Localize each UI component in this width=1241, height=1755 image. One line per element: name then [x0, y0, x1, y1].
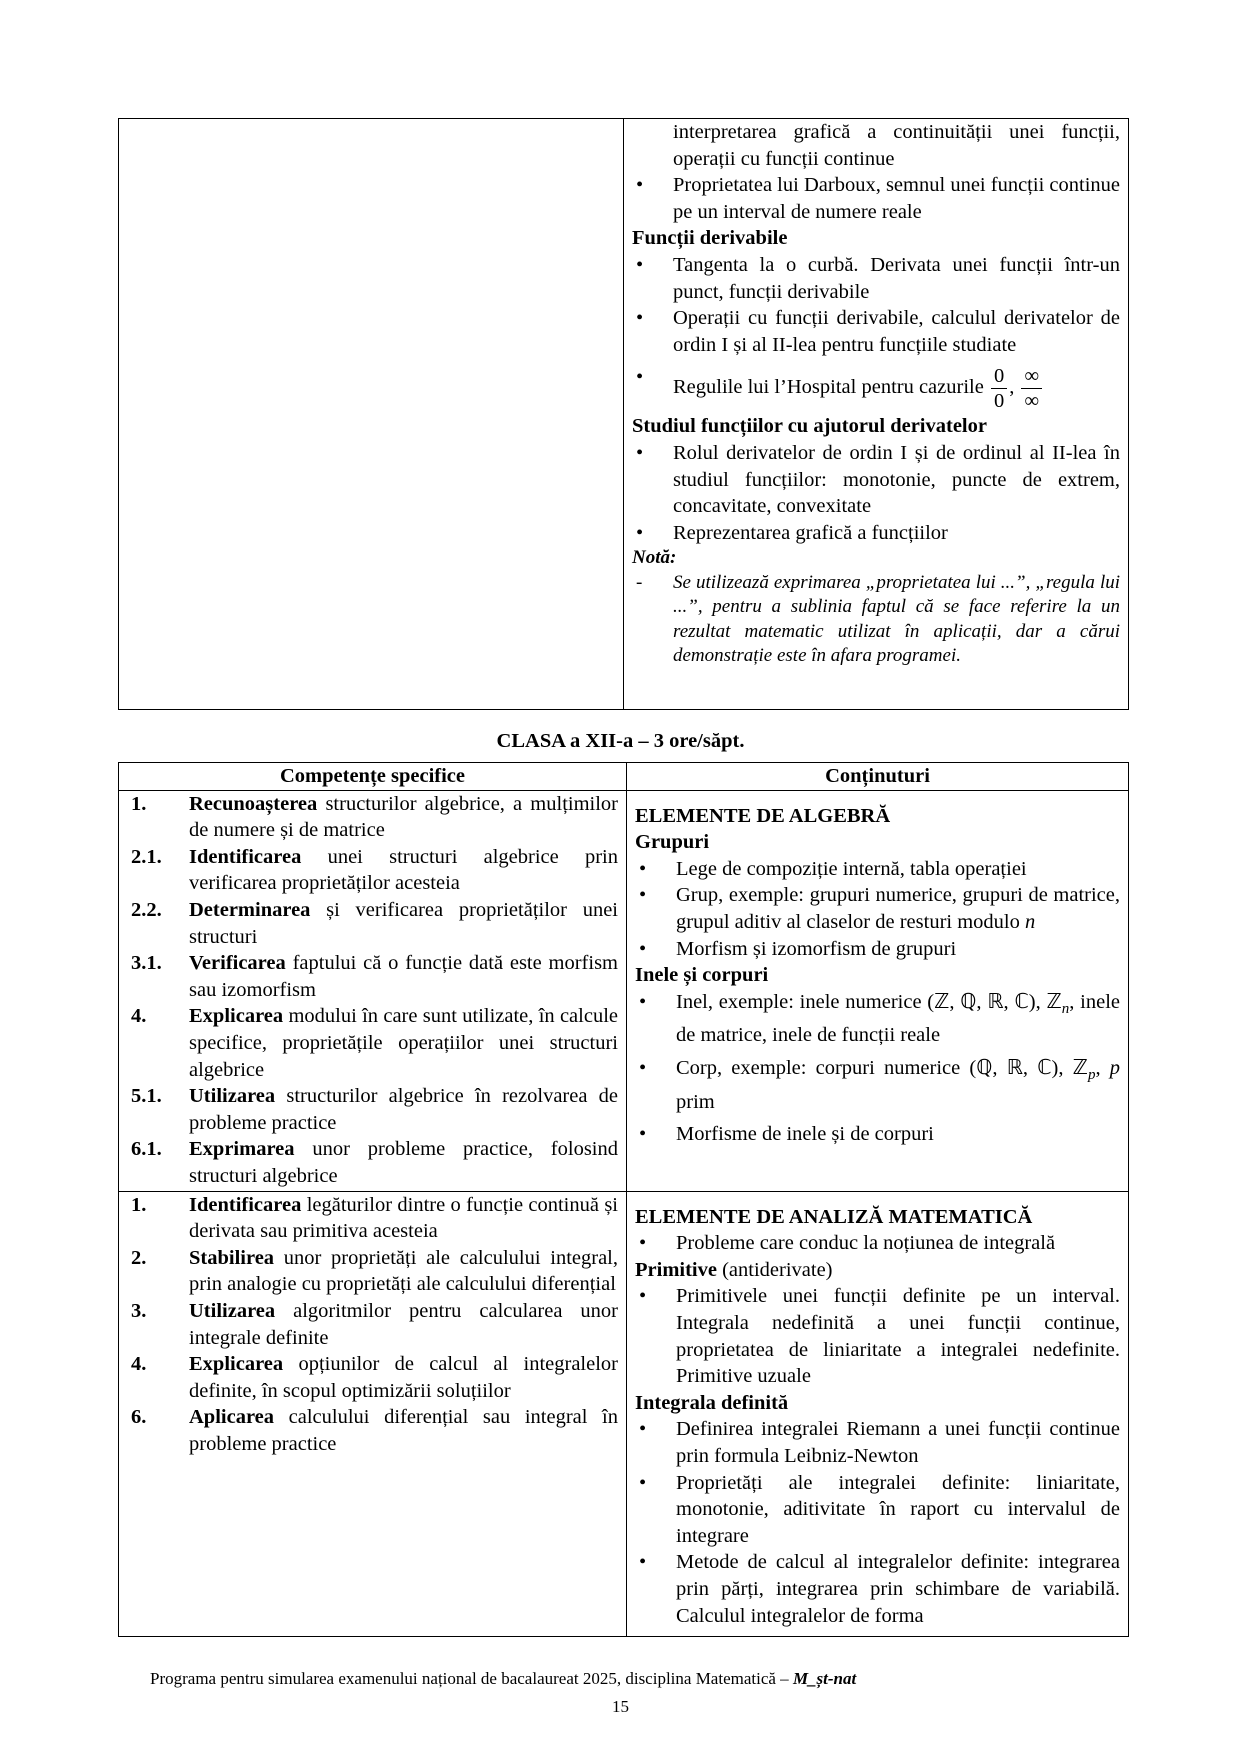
item-text [676, 1470, 1120, 1550]
competence-verb: Utilizarea [189, 1299, 276, 1322]
competences-cell [119, 1191, 627, 1636]
competence-item [131, 844, 618, 897]
competence-number: 3.1. [131, 952, 162, 975]
text-run: ELEMENTE DE ANALIZĂ MATEMATICĂ [635, 1205, 1033, 1228]
denominator: ∞ [1024, 390, 1040, 413]
text-run: Integrala definită [635, 1391, 789, 1414]
bullet-icon: • [639, 1123, 647, 1146]
competence-rest: legăturilor dintre o funcție continuă și derivata sau primitiva acesteia [189, 1193, 618, 1243]
item-text [676, 936, 1120, 963]
bullet-icon: • [639, 1285, 647, 1308]
section-title: CLASA a XII-a – 3 ore/săpt. [496, 730, 745, 752]
text-run: Grup, exemple: grupuri numerice, grupuri de matrice, grupul aditiv al claselor de resturi modulo [676, 884, 1120, 933]
curriculum-table-grade-12 [118, 762, 1129, 1637]
competence-text [189, 791, 618, 844]
text-run: , [1095, 1057, 1110, 1080]
competence-number: 6.1. [131, 1138, 162, 1161]
list-item [635, 1416, 1120, 1469]
competence-text [189, 1351, 618, 1404]
text-run: Primitive [635, 1258, 717, 1281]
bullet-icon: • [639, 884, 647, 907]
list-item [632, 252, 1120, 305]
contents-cell [627, 790, 1129, 1191]
list-item [632, 440, 1120, 520]
item-text [676, 856, 1120, 883]
page-footer [150, 1666, 856, 1693]
competence-rest: structurilor algebrice, a mulțimilor de numere și de matrice [189, 792, 618, 842]
bullet-icon: • [639, 1418, 647, 1441]
competence-number: 4. [131, 1005, 147, 1028]
text-run: prim [676, 1090, 715, 1113]
section-heading [632, 546, 1120, 571]
text-run: interpretarea grafică a continuității unei funcții, operații cu funcții continue [673, 121, 1120, 170]
item-text [676, 1283, 1120, 1389]
contents-cell [627, 1191, 1129, 1636]
text-run: Morfism și izomorfism de grupuri [676, 937, 957, 960]
bullet-icon: • [636, 253, 644, 276]
bullet-icon: • [639, 937, 647, 960]
list-item [632, 305, 1120, 358]
bullet-icon: • [636, 307, 644, 330]
competence-rest: unei structuri algebrice prin verificarea proprietăților acesteia [189, 845, 618, 895]
competence-verb: Stabilirea [189, 1246, 275, 1269]
list-item [632, 364, 1120, 413]
bullet-icon: • [636, 441, 644, 464]
numerator: 0 [991, 364, 1007, 389]
competence-item [131, 950, 618, 1003]
list-item [632, 119, 1120, 172]
bullet-icon: • [639, 1471, 647, 1494]
item-text [673, 252, 1120, 305]
text-run: p [1087, 1067, 1096, 1084]
competence-verb: Utilizarea [189, 1085, 276, 1108]
list-item [635, 936, 1120, 963]
competence-rest: calculului diferențial sau integral în probleme practice [189, 1406, 618, 1455]
competence-verb: Identificarea [189, 1193, 302, 1216]
list-item [635, 856, 1120, 883]
list-item [635, 882, 1120, 935]
text-run: Rolul derivatelor de ordin I și de ordinul al II-lea în studiul funcțiilor: monotonie, puncte de extrem, concavitate, convexitate [673, 441, 1120, 518]
item-text [673, 172, 1120, 225]
competence-verb: Identificarea [189, 845, 302, 868]
column-header-competences: Competențe specifice [119, 763, 627, 791]
competence-verb: Recunoașterea [189, 792, 318, 815]
competence-verb: Explicarea [189, 1353, 284, 1376]
competence-rest: opțiunilor de calcul al integralelor definite, în scopul optimizării soluțiilor [189, 1353, 618, 1402]
list-item [635, 1470, 1120, 1550]
competence-text [189, 1003, 618, 1083]
text-run: Lege de compoziție internă, tabla operației [676, 857, 1027, 880]
bullet-icon: • [636, 366, 644, 389]
competence-text [189, 1245, 618, 1298]
text-run: ELEMENTE DE ALGEBRĂ [635, 804, 891, 827]
competence-number: 3. [131, 1299, 147, 1322]
text-run: n [1024, 910, 1036, 933]
paragraph [635, 1257, 1120, 1284]
text-run: Primitivele unei funcții definite pe un interval. Integrala nedefinită a unei funcții continue, proprietatea de liniaritate a integralei nedefinite. Primitive uzuale [676, 1285, 1120, 1388]
text-run: , inele de matrice, inele de funcții reale [676, 990, 1120, 1047]
competence-text [189, 1298, 618, 1351]
competence-item [131, 1298, 618, 1351]
competence-rest: structurilor algebrice în rezolvarea de probleme practice [189, 1085, 618, 1134]
competence-number: 1. [131, 792, 147, 815]
text-run: Funcții derivabile [632, 227, 788, 250]
text-run: Reprezentarea grafică a funcțiilor [673, 521, 948, 544]
fraction [991, 364, 1007, 413]
bullet-icon: • [639, 990, 647, 1013]
list-item [635, 1055, 1120, 1115]
item-text [673, 305, 1120, 358]
item-text [676, 1121, 1120, 1148]
list-item [635, 1230, 1120, 1257]
competence-item [131, 1404, 618, 1457]
competence-number: 2.2. [131, 898, 162, 921]
item-text [676, 1055, 1120, 1115]
bullet-icon: • [639, 1057, 647, 1080]
text-run: Studiul funcțiilor cu ajutorul derivatelor [632, 415, 987, 438]
competences-cell [119, 790, 627, 1191]
competence-number: 2.1. [131, 845, 162, 868]
section-heading [632, 413, 1120, 440]
text-run: Tangenta la o curbă. Derivata unei funcții într-un punct, funcții derivabile [673, 253, 1120, 303]
list-item [635, 989, 1120, 1049]
item-text [673, 119, 1120, 172]
bullet-icon: • [639, 1551, 647, 1574]
text-run: Grupuri [635, 831, 710, 854]
list-item [635, 1283, 1120, 1389]
list-item [632, 520, 1120, 547]
competence-item [131, 1136, 618, 1189]
table-row-algebra [119, 790, 1129, 1191]
text-run: Inel, exemple: inele numerice (ℤ, ℚ, ℝ, ℂ), ℤ [676, 990, 1062, 1013]
numerator: ∞ [1021, 364, 1042, 389]
text-run: (antiderivate) [716, 1258, 833, 1281]
competence-verb: Aplicarea [189, 1406, 275, 1429]
competence-number: 2. [131, 1246, 147, 1269]
text-run: Regulile lui l’Hospital pentru cazurile [673, 376, 989, 399]
competence-rest: unor probleme practice, folosind structuri algebrice [189, 1138, 618, 1187]
dash-marker: - [636, 571, 643, 593]
competence-item [131, 1192, 618, 1245]
item-text [676, 1549, 1120, 1629]
text-run: n [1061, 1000, 1070, 1017]
item-text [673, 520, 1120, 547]
competence-number: 1. [131, 1193, 147, 1216]
note-item [632, 571, 1120, 669]
competence-verb: Explicarea [189, 1005, 284, 1028]
competence-item [131, 1351, 618, 1404]
competence-text [189, 897, 618, 950]
competence-item [131, 1003, 618, 1083]
text-run: Proprietăți ale integralei definite: liniaritate, monotonie, aditivitate în raport cu intervalul de integrare [676, 1471, 1120, 1547]
section-heading [632, 225, 1120, 252]
section-heading [635, 829, 1120, 856]
competence-number: 4. [131, 1353, 147, 1376]
competence-rest: faptului că o funcție dată este morfism sau izomorfism [189, 952, 618, 1001]
bullet-icon: • [636, 174, 644, 197]
section-heading [635, 1390, 1120, 1417]
competence-rest: și verificarea proprietăților unei structuri [189, 898, 618, 948]
denominator: 0 [993, 390, 1005, 413]
item-text [673, 364, 1120, 413]
competence-verb: Determinarea [189, 898, 311, 921]
table-row-analysis [119, 1191, 1129, 1636]
competence-verb: Verificarea [189, 952, 286, 975]
bullet-icon: • [639, 1232, 647, 1255]
item-text [673, 571, 1120, 669]
bullet-icon: • [636, 521, 644, 544]
text-run: Se utilizează exprimarea „proprietatea lui ...”, „regula lui ...”, pentru a sublinia faptul că se face referire la un rezultat matematic utilizat în aplicații, dar a cărui demonstrație este în afara programei. [673, 571, 1120, 667]
contents-cell [624, 119, 1129, 710]
text-run: Metode de calcul al integralelor definite: integrarea prin părți, integrarea prin schimbare de variabilă. Calculul integralelor de forma [676, 1551, 1120, 1627]
item-text [676, 1416, 1120, 1469]
competence-text [189, 1404, 618, 1457]
curriculum-table-continued [118, 118, 1129, 710]
text-run: Morfisme de inele și de corpuri [676, 1123, 934, 1146]
list-item [635, 1549, 1120, 1629]
text-run: Probleme care conduc la noțiunea de integrală [676, 1232, 1056, 1255]
item-text [676, 882, 1120, 935]
text-run: p [1109, 1057, 1121, 1080]
text-run: , [1009, 376, 1020, 399]
bullet-icon [632, 119, 673, 172]
competence-item [131, 791, 618, 844]
column-header-contents: Conținuturi [627, 763, 1129, 791]
text-run: Proprietatea lui Darboux, semnul unei funcții continue pe un interval de numere reale [673, 174, 1120, 223]
footer-text: Programa pentru simularea examenului național de bacalaureat 2025, disciplina Matematică – [150, 1669, 793, 1688]
bullet-icon: • [639, 857, 647, 880]
footer-profile: M_șt-nat [792, 1669, 857, 1688]
competence-rest: unor proprietăți ale calculului integral, prin analogie cu proprietăți ale calculului diferențial [189, 1246, 618, 1296]
competence-number: 5.1. [131, 1085, 162, 1108]
section-heading [635, 803, 1120, 830]
competence-text [189, 1083, 618, 1136]
text-run: Inele și corpuri [635, 964, 769, 987]
list-item [635, 1121, 1120, 1148]
fraction [1021, 364, 1042, 413]
competences-cell-empty [119, 119, 624, 710]
text-run: Operații cu funcții derivabile, calculul derivatelor de ordin I și al II-lea pentru funcțiile studiate [673, 307, 1120, 356]
text-run: Corp, exemple: corpuri numerice (ℚ, ℝ, ℂ), ℤ [676, 1057, 1088, 1080]
list-item [632, 172, 1120, 225]
text-run: Notă: [632, 547, 677, 569]
competence-item [131, 1245, 618, 1298]
competence-item [131, 897, 618, 950]
text-run: Definirea integralei Riemann a unei funcții continue prin formula Leibniz-Newton [676, 1418, 1120, 1467]
competence-text [189, 844, 618, 897]
competence-text [189, 1136, 618, 1189]
competence-verb: Exprimarea [189, 1138, 295, 1161]
section-heading [635, 962, 1120, 989]
competence-text [189, 950, 618, 1003]
competence-rest: algoritmilor pentru calcularea unor integrale definite [189, 1299, 618, 1349]
item-text [673, 440, 1120, 520]
competence-rest: modului în care sunt utilizate, în calcule specifice, proprietățile operațiilor unei structuri algebrice [189, 1005, 618, 1081]
item-text [676, 989, 1120, 1049]
section-heading [635, 1204, 1120, 1231]
page-number: 15 [612, 1697, 629, 1716]
item-text [676, 1230, 1120, 1257]
competence-text [189, 1192, 618, 1245]
competence-number: 6. [131, 1406, 147, 1429]
competence-item [131, 1083, 618, 1136]
